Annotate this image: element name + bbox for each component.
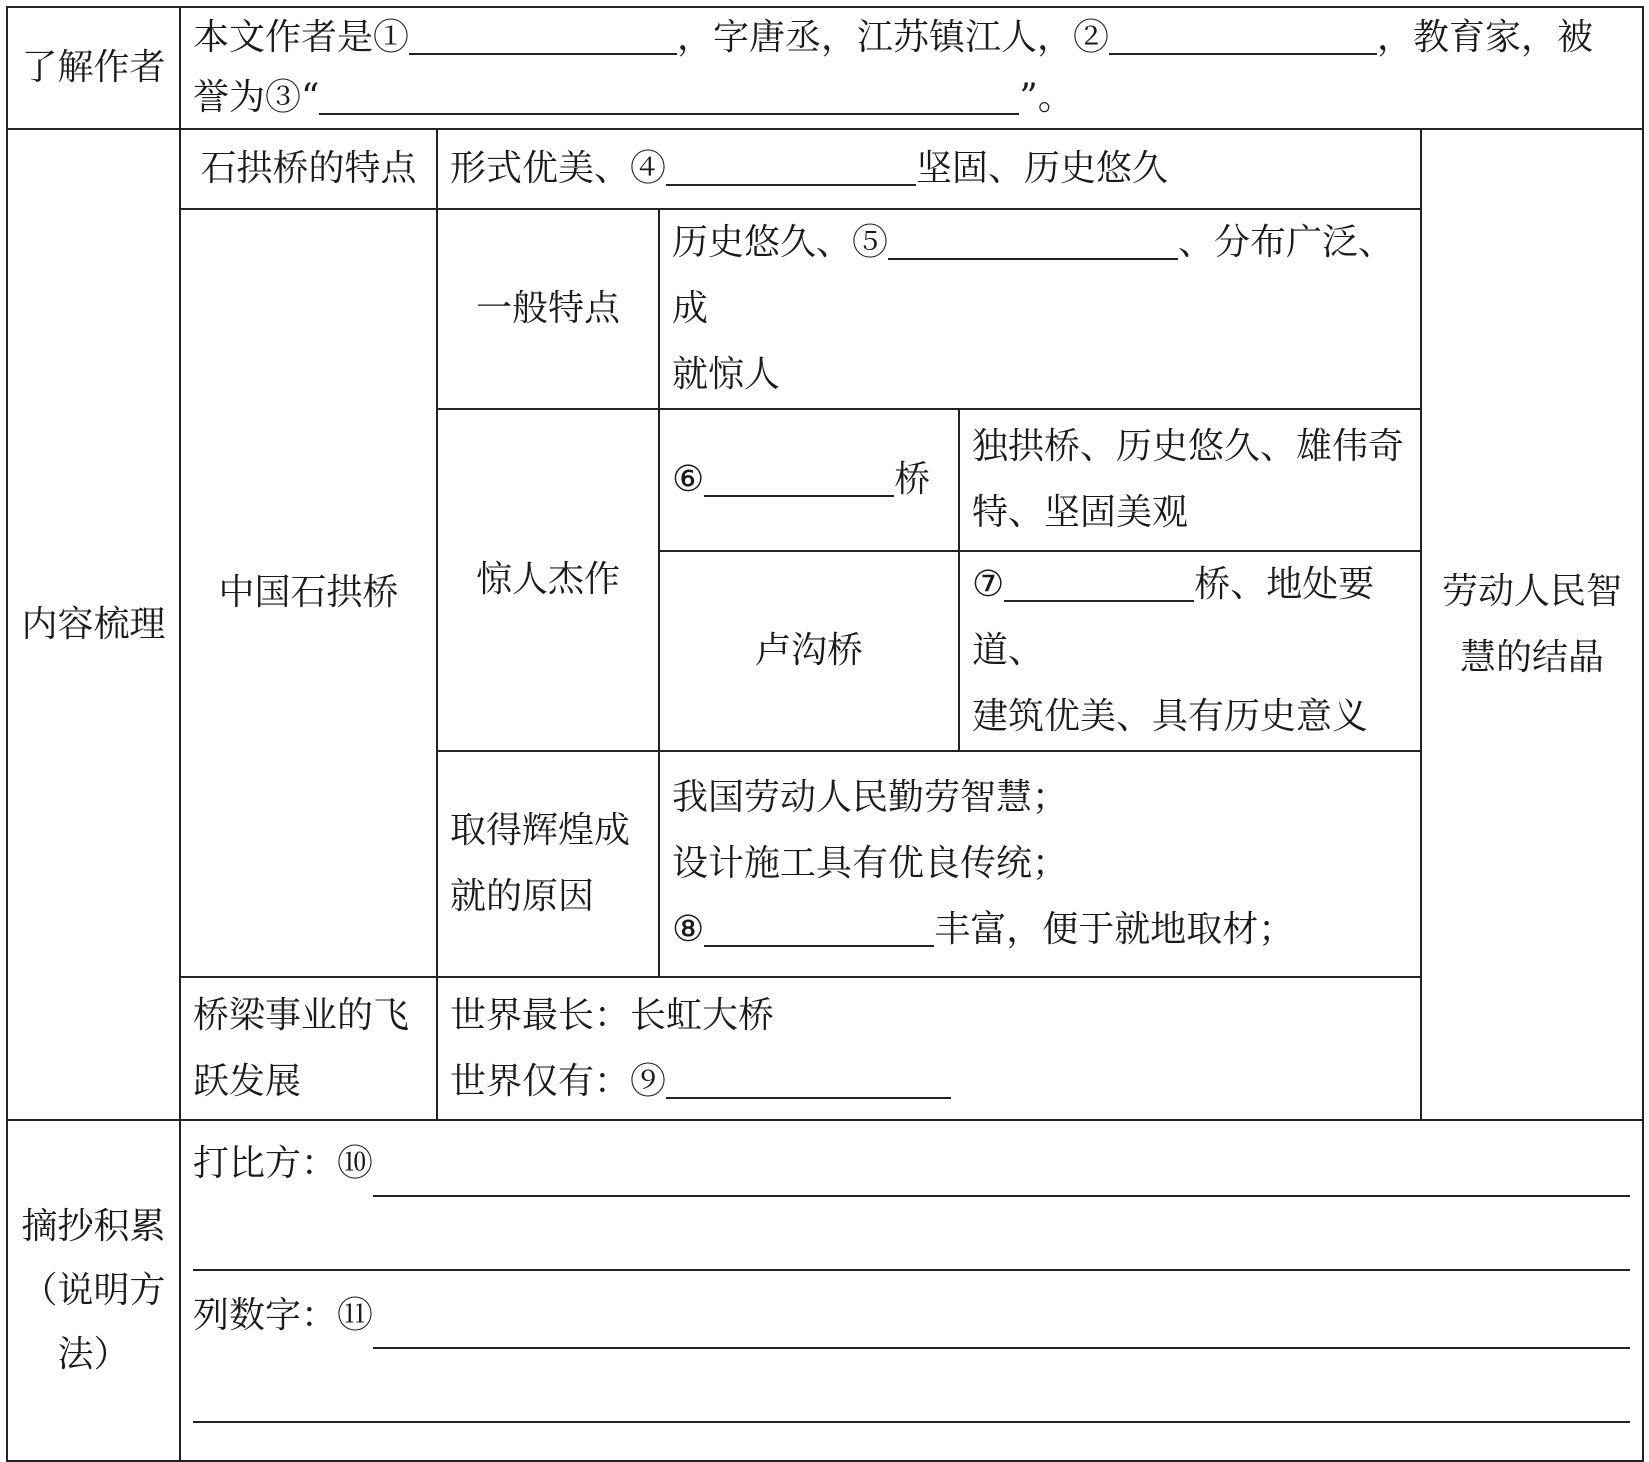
author-p3: ，教育家，被 [1377,17,1594,58]
author-text [180,7,1643,129]
reason-1: 我国劳动人民勤劳智慧； [672,777,1069,818]
leap-text [437,977,1421,1120]
lugou-name: 卢沟桥 [659,551,959,751]
blank-2[interactable] [1109,13,1377,55]
author-row [7,7,1643,129]
reasons-label: 取得辉煌成就的原因 [437,751,659,977]
general-row [7,209,1643,409]
general-t1: 历史悠久、⑤ [672,222,889,263]
excerpt-a-pre: 打比方：⑩ [193,1143,374,1184]
blank-8[interactable] [704,905,934,947]
content-label: 内容梳理 [7,129,180,1120]
reason-3-pre: ⑧ [672,909,705,950]
summary-text: 劳动人民智慧的结晶 [1442,570,1623,678]
bridge6-desc: 独拱桥、历史悠久、雄伟奇特、坚固美观 [959,409,1421,551]
blank-9[interactable] [666,1057,951,1099]
leap-row [7,977,1643,1120]
feature-t2: 坚固、历史悠久 [916,148,1169,189]
reading-table [6,6,1644,1462]
bridge7-pre: ⑦ [972,564,1005,605]
author-label: 了解作者 [7,7,180,129]
bridge6-name [659,409,959,551]
blank-3[interactable] [319,73,1019,115]
blank-4[interactable] [666,144,916,186]
reason-3-post: 丰富，便于就地取材； [934,909,1295,950]
excerpt-b-pre: 列数字：⑪ [193,1295,374,1336]
excerpt-a-row [193,1131,1630,1197]
bridge7-desc [959,551,1421,751]
excerpt-row [7,1120,1643,1461]
leap-l2-pre: 世界仅有：⑨ [450,1060,667,1102]
author-p5: ”。 [1019,77,1074,118]
general-label: 一般特点 [437,209,659,409]
blank-11[interactable] [373,1307,1630,1349]
blank-10-line-2[interactable] [193,1225,1630,1271]
bridge6-post: 桥 [894,459,931,500]
china-bridge-label: 中国石拱桥 [180,209,437,977]
excerpt-label: 摘抄积累（说明方法） [7,1120,180,1461]
blank-10[interactable] [373,1155,1630,1197]
bridge6-pre: ⑥ [672,459,705,500]
blank-5[interactable] [888,218,1178,260]
reasons-text [659,751,1421,977]
leap-l1: 世界最长：长虹大桥 [450,994,775,1036]
summary-cell [1421,129,1643,1120]
feature-text [437,129,1421,209]
general-t2: 、分布广泛、成 [672,222,1395,329]
leap-label: 桥梁事业的飞跃发展 [180,977,437,1120]
general-text [659,209,1421,409]
author-p4: 誉为③“ [193,77,320,118]
feature-row [7,129,1643,209]
blank-7[interactable] [1004,560,1194,602]
blank-6[interactable] [704,455,894,497]
feature-t1: 形式优美、④ [450,148,667,189]
feature-label: 石拱桥的特点 [180,129,437,209]
author-p2: ，字唐丞，江苏镇江人，② [677,17,1110,58]
reason-2: 设计施工具有优良传统； [672,843,1069,884]
masterpieces-label: 惊人杰作 [437,409,659,751]
general-t3: 就惊人 [672,354,781,395]
blank-11-line-2[interactable] [193,1377,1630,1423]
bridge7-desc-2: 建筑优美、具有历史意义 [972,696,1369,737]
author-p1: 本文作者是① [193,17,410,58]
excerpt-b-row [193,1283,1630,1349]
excerpt-text [180,1120,1643,1461]
blank-1[interactable] [409,13,677,55]
bridge7-post: 桥、地处要道、 [972,564,1375,671]
